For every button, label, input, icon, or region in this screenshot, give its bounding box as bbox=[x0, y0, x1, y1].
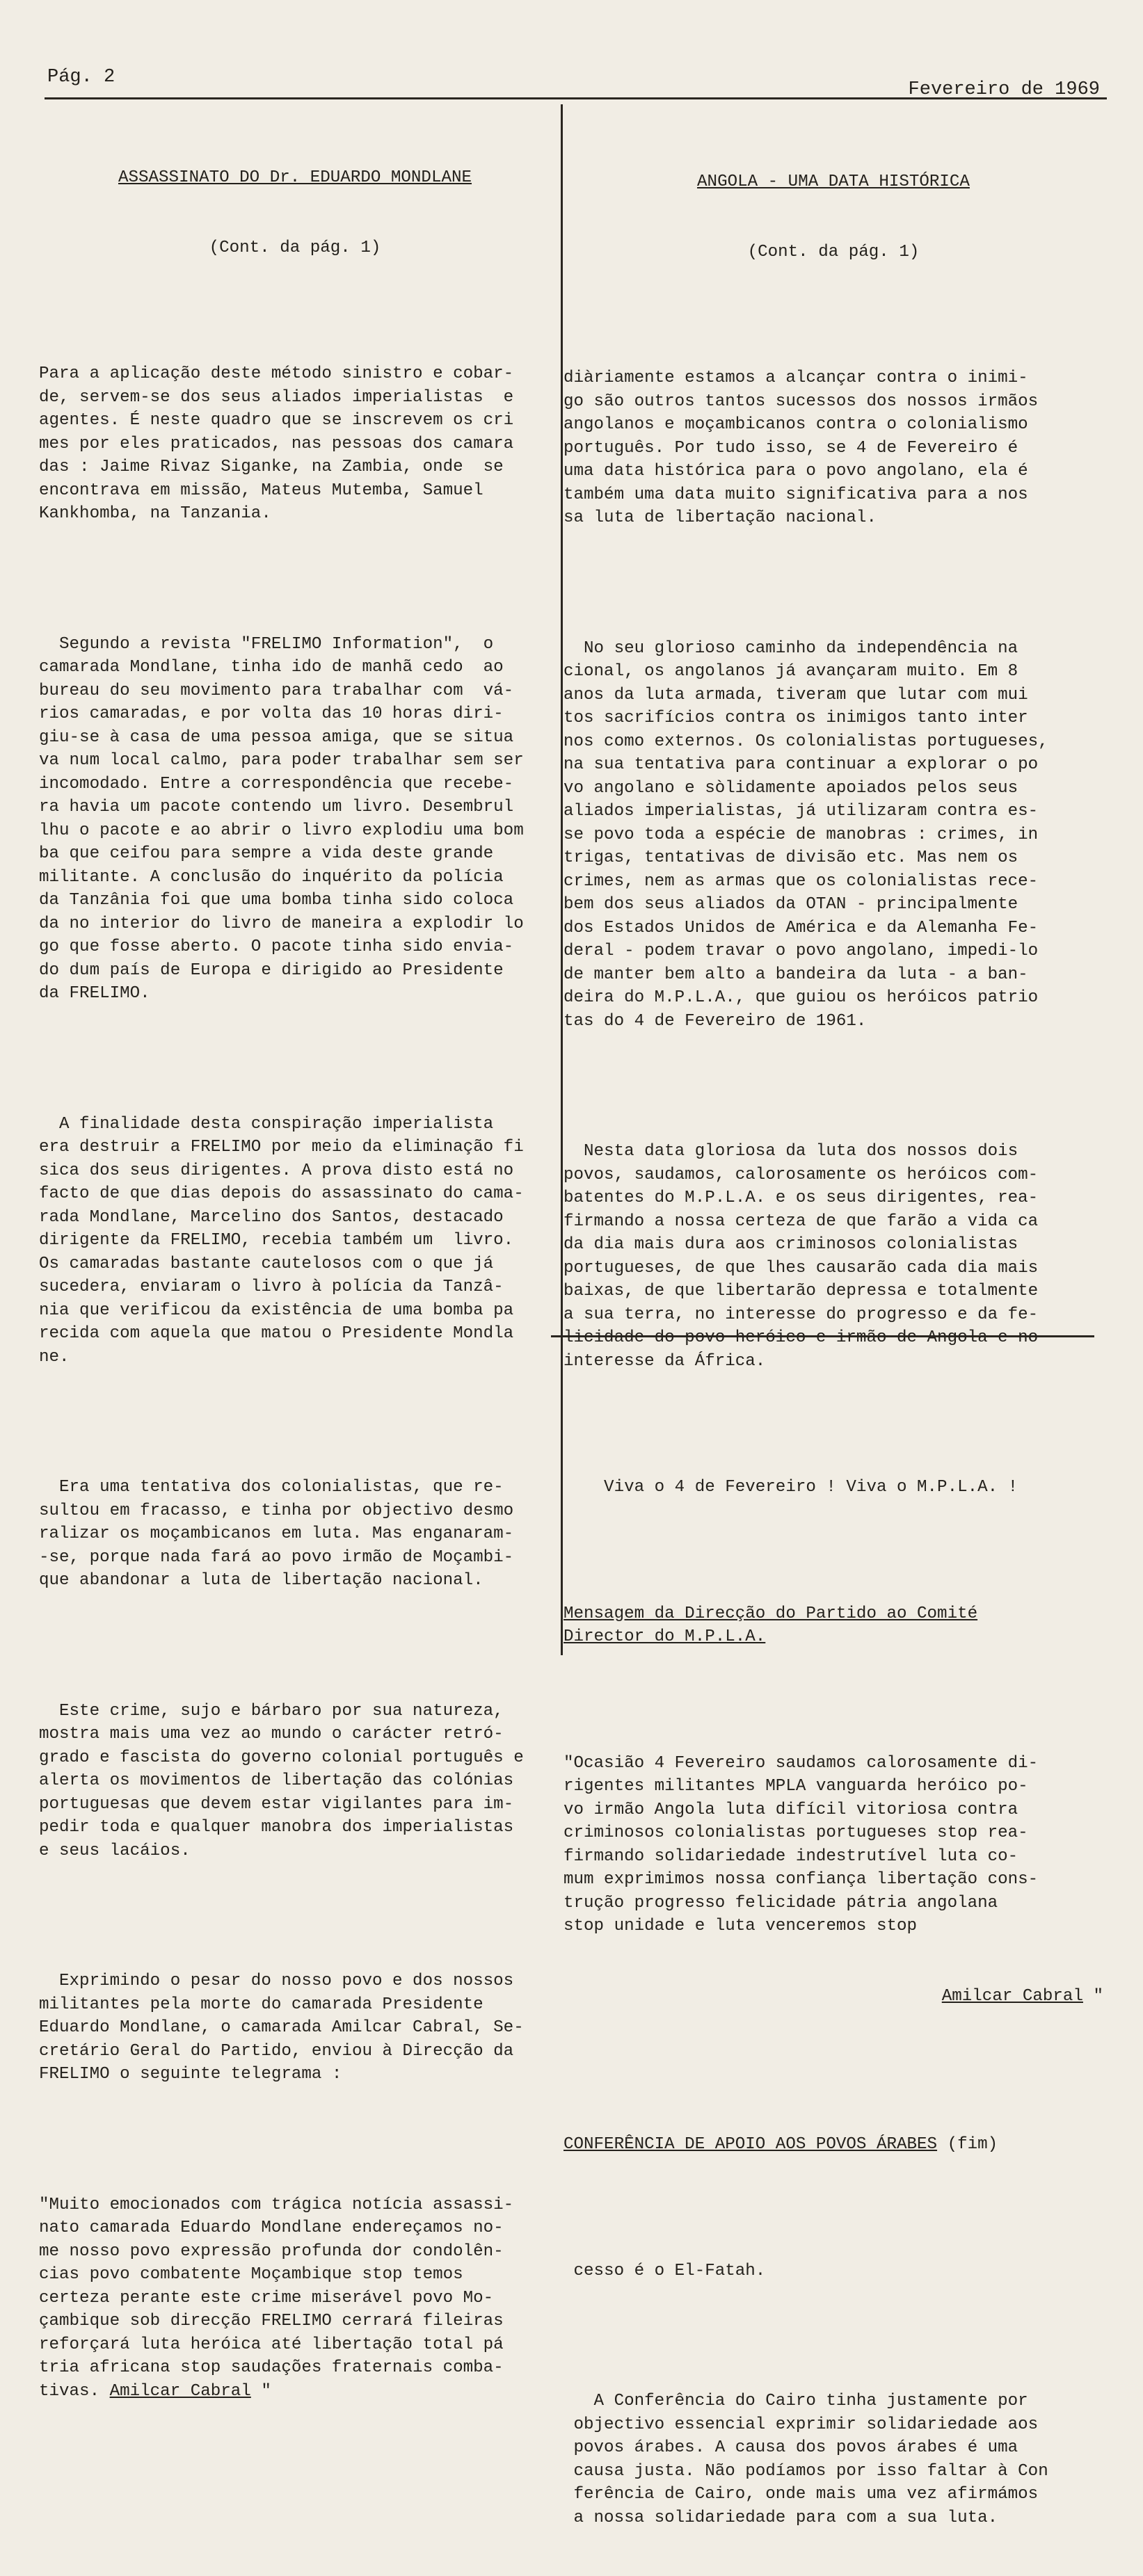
left-column bbox=[39, 120, 551, 2449]
paragraph: Exprimindo o pesar do nosso povo e dos nossos militantes pela morte do camarada Presidente Eduardo Mondlane, o camarada Amilcar Cabral, Se- cretário Geral do Partido, enviou à Direcção da FRELIMO o seguinte telegrama : bbox=[39, 1972, 524, 2084]
closing-quote: " bbox=[250, 2381, 271, 2401]
slogan: Viva o 4 de Fevereiro ! Viva o M.P.L.A. ! bbox=[563, 1478, 1018, 1497]
column-divider bbox=[561, 104, 563, 1655]
paragraph: Era uma tentativa dos colonialistas, que re- sultou em fracasso, e tinha por objectivo desmo ralizar os moçambicanos em luta. Mas enganaram- -se, porque nada fará ao povo irmão de Moçambi- que abandonar a luta de libertação nacional. bbox=[39, 1478, 514, 1590]
right-column bbox=[563, 124, 1103, 2576]
article-title-mondlane: ASSASSINATO DO Dr. EDUARDO MONDLANE bbox=[118, 168, 472, 187]
paragraph: A finalidade desta conspiração imperialista era destruir a FRELIMO por meio da eliminação fi sica dos seus dirigentes. A prova disto está no facto de que dias depois do assassinato do cama- rada Mondlane, Marcelino dos Santos, destacado dirigente da FRELIMO, recebia também um livro. Os camaradas bastante cautelosos com o que já sucedera, enviaram o livro à polícia da Tanzâ- nia que verificou da existência de uma bomba pa recida com aquela que matou o Presidente Mondla ne. bbox=[39, 1114, 524, 1367]
paragraph: Segundo a revista "FRELIMO Information", o camarada Mondlane, tinha ido de manhã cedo ao bureau do seu movimento para trabalhar com vá- rios camaradas, e por volta das 10 horas diri- giu-se à casa de uma pessoa amiga, que se situa va num local calmo, para poder trabalhar sem ser incomodado. Entre a correspondência que recebe- ra havia um pacote contendo um livro. Desembrul lhu o pacote e ao abrir o livro explodiu uma bom ba que ceifou para sempre a vida deste grande militante. A conclusão do inquérito da polícia da Tanzânia foi que uma bomba tinha sido coloca da no interior do livro de maneira a explodir lo go que fosse aberto. O pacote tinha sido envia- do dum país de Europa e dirigido ao Presidente da FRELIMO. bbox=[39, 634, 524, 1003]
telegram-body: "Muito emocionados com trágica notícia assassi- nato camarada Eduardo Mondlane endereçamos no- me nosso povo expressão profunda dor condolên- cias povo combatente Moçambique stop temos certeza perante este crime miserável povo Mo- çambique sob direcção FRELIMO cerrará fileiras reforçará luta heróica até libertação total pá tria africana stop saudações fraternais comba- tivas. bbox=[39, 2195, 514, 2401]
paragraph: Este crime, sujo e bárbaro por sua natureza, mostra mais uma vez ao mundo o carácter retró- grado e fascista do governo colonial português e alerta os movimentos de libertação das colónias portuguesas que devem estar vigilantes para im- pedir toda e qualquer manobra dos imperialistas e seus lacáios. bbox=[39, 1701, 524, 1860]
signature: Amilcar Cabral bbox=[941, 1986, 1083, 2006]
message-body: "Ocasião 4 Fevereiro saudamos calorosamente di- rigentes militantes MPLA vanguarda heróico po- vo irmão Angola luta difícil vitoriosa contra criminosos colonialistas portugueses stop rea- firmando solidariedade indestrutível luta co- mum exprimimos nossa confiança libertação cons- trução progresso felicidade pátria angolana stop unidade e luta venceremos stop bbox=[563, 1753, 1039, 1935]
article-title-angola: ANGOLA - UMA DATA HISTÓRICA bbox=[697, 172, 970, 191]
article-continuation: (Cont. da pág. 1) bbox=[209, 238, 381, 257]
paragraph: cesso é o El-Fatah. bbox=[563, 2261, 766, 2280]
conference-heading bbox=[563, 2133, 1103, 2157]
article-continuation: (Cont. da pág. 1) bbox=[747, 242, 920, 261]
conference-end-note: (fim) bbox=[937, 2135, 998, 2154]
issue-date: Fevereiro de 1969 bbox=[908, 79, 1100, 100]
page-number: Pág. 2 bbox=[47, 67, 115, 88]
telegram-text bbox=[39, 2193, 551, 2404]
closing-quote: " bbox=[1082, 1986, 1103, 2006]
message-title: Mensagem da Direcção do Partido ao Comité Director do M.P.L.A. bbox=[563, 1604, 978, 1646]
paragraph: diàriamente estamos a alcançar contra o inimi- go são outros tantos sucessos dos nossos irmãos angolanos e moçambicanos contra o colonialismo português. Por tudo isso, se 4 de Fevereiro é uma data histórica para o povo angolano, ela é também uma data muito significativa para a nos sa luta de libertação nacional. bbox=[563, 369, 1039, 527]
message-signature-line bbox=[563, 1985, 1103, 2009]
paragraph: Nesta data gloriosa da luta dos nossos dois povos, saudamos, calorosamente os heróicos com- batentes do M.P.L.A. e os seus dirigentes, rea- firmando a nossa certeza de que farão a vida ca da dia mais dura aos criminosos colonialistas portugueses, de que lhes causarão cada dia mais baixas, de que libertarão depressa e totalmente a sua terra, no interesse do progresso e da fe- licidade do povo heróico e irmão de Angola e no interesse da África. bbox=[563, 1142, 1039, 1371]
paragraph: No seu glorioso caminho da independência na cional, os angolanos já avançaram muito. Em 8 anos da luta armada, tiveram que lutar com mui tos sacrifícios contra os inimigos tanto inter nos como externos. Os colonialistas portugueses, na sua tentativa para continuar a explorar o po vo angolano e sòlidamente apoiados pelos seus aliados imperialistas, já utilizaram contra es- se povo toda a espécie de manobras : crimes, in trigas, tentativas de divisão etc. Mas nem os crimes, nem as armas que os colonialistas rece- bem dos seus aliados da OTAN - principalmente dos Estados Unidos de América e da Alemanha Fe- deral - podem travar o povo angolano, impedi-lo de manter bem alto a bandeira da luta - a ban- deira do M.P.L.A., que guiou os heróicos patrio tas do 4 de Fevereiro de 1961. bbox=[563, 638, 1048, 1031]
conference-title: CONFERÊNCIA DE APOIO AOS POVOS ÁRABES bbox=[563, 2135, 938, 2154]
paragraph: Para a aplicação deste método sinistro e cobar- de, servem-se dos seus aliados imperialistas e agentes. É neste quadro que se inscrevem os cri mes por eles praticados, nas pessoas dos camara das : Jaime Rivaz Siganke, na Zambia, onde se encontrava em missão, Mateus Mutemba, Samuel Kankhomba, na Tanzania. bbox=[39, 364, 514, 523]
paragraph: A Conferência do Cairo tinha justamente por objectivo essencial exprimir solidariedade aos povos árabes. A causa dos povos árabes é uma causa justa. Não podíamos por isso faltar à Con ferência de Cairo, onde mais uma vez afirmámos a nossa solidariedade para com a sua luta. bbox=[573, 2392, 1048, 2527]
header-rule bbox=[45, 97, 1107, 99]
signature: Amilcar Cabral bbox=[109, 2381, 251, 2401]
